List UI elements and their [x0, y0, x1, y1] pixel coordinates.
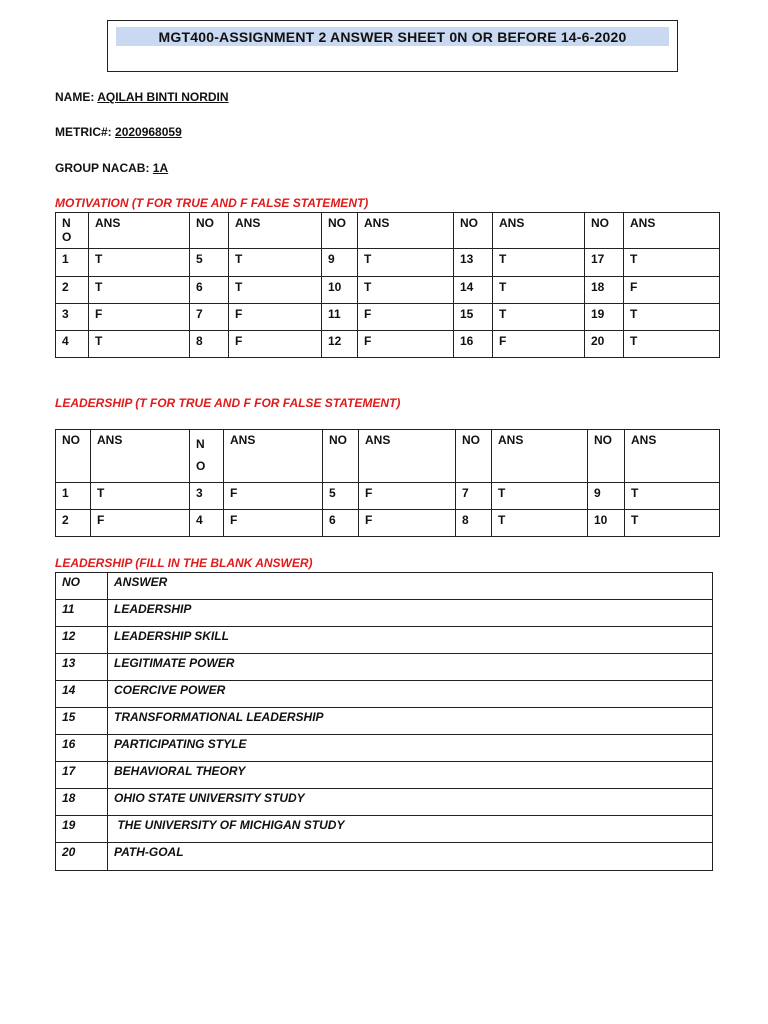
table-row — [56, 735, 713, 762]
header-cell-ans: ANS — [492, 430, 588, 483]
cell-no: 3 — [56, 304, 89, 331]
cell-ans: T — [625, 510, 720, 537]
cell-no: 11 — [322, 304, 358, 331]
cell-no: 17 — [585, 249, 624, 277]
name-value: AQILAH BINTI NORDIN — [97, 90, 229, 104]
cell-no: 18 — [585, 277, 624, 304]
cell-answer: LEADERSHIP — [108, 600, 713, 627]
header-cell-ans: ANS — [493, 213, 585, 249]
table-row — [56, 708, 713, 735]
cell-no: 4 — [190, 510, 224, 537]
cell-no: 9 — [322, 249, 358, 277]
cell-ans: T — [493, 277, 585, 304]
cell-no: 12 — [56, 627, 108, 654]
header-cell-ans: ANS — [91, 430, 190, 483]
cell-ans: F — [229, 304, 322, 331]
table-row — [56, 510, 720, 537]
cell-ans: T — [492, 483, 588, 510]
cell-ans: F — [224, 510, 323, 537]
cell-ans: T — [229, 249, 322, 277]
header-cell-no — [56, 213, 89, 249]
cell-answer: OHIO STATE UNIVERSITY STUDY — [108, 789, 713, 816]
metric-label: METRIC#: — [55, 125, 112, 139]
title-box — [107, 20, 678, 72]
motivation-header-row — [56, 213, 720, 249]
header-no-line: N — [62, 216, 71, 230]
header-cell-ans: ANS — [89, 213, 190, 249]
cell-no: 6 — [190, 277, 229, 304]
cell-no: 14 — [454, 277, 493, 304]
cell-answer: COERCIVE POWER — [108, 681, 713, 708]
header-cell-no — [190, 430, 224, 483]
name-field — [55, 90, 229, 104]
leadership-tf-header-row — [56, 430, 720, 483]
cell-no: 1 — [56, 249, 89, 277]
metric-value: 2020968059 — [115, 125, 182, 139]
table-row — [56, 277, 720, 304]
header-cell-ans: ANS — [224, 430, 323, 483]
header-cell-answer: ANSWER — [108, 573, 713, 600]
table-row — [56, 843, 713, 871]
table-row — [56, 681, 713, 708]
cell-ans: F — [359, 510, 456, 537]
header-no-line: O — [196, 459, 206, 473]
cell-answer: BEHAVIORAL THEORY — [108, 762, 713, 789]
cell-ans: T — [624, 249, 720, 277]
cell-ans: T — [91, 483, 190, 510]
cell-ans: T — [89, 331, 190, 358]
cell-answer: TRANSFORMATIONAL LEADERSHIP — [108, 708, 713, 735]
cell-no: 17 — [56, 762, 108, 789]
cell-no: 5 — [323, 483, 359, 510]
cell-answer: PARTICIPATING STYLE — [108, 735, 713, 762]
header-cell-ans: ANS — [625, 430, 720, 483]
cell-no: 10 — [322, 277, 358, 304]
cell-ans: T — [493, 304, 585, 331]
table-row — [56, 331, 720, 358]
leadership-blank-table — [55, 572, 713, 871]
cell-answer: LEADERSHIP SKILL — [108, 627, 713, 654]
header-no-line: O — [62, 230, 72, 244]
cell-answer: LEGITIMATE POWER — [108, 654, 713, 681]
cell-no: 14 — [56, 681, 108, 708]
cell-no: 3 — [190, 483, 224, 510]
cell-no: 19 — [56, 816, 108, 843]
cell-no: 16 — [56, 735, 108, 762]
leadership-tf-table — [55, 429, 720, 537]
table-row — [56, 627, 713, 654]
metric-field — [55, 125, 182, 139]
table-row — [56, 789, 713, 816]
cell-ans: T — [89, 249, 190, 277]
motivation-table — [55, 212, 720, 358]
cell-no: 7 — [190, 304, 229, 331]
cell-ans: F — [91, 510, 190, 537]
cell-ans: T — [493, 249, 585, 277]
cell-no: 11 — [56, 600, 108, 627]
cell-no: 16 — [454, 331, 493, 358]
cell-no: 1 — [56, 483, 91, 510]
cell-no: 2 — [56, 277, 89, 304]
page-title: MGT400-ASSIGNMENT 2 ANSWER SHEET 0N OR BEFORE 14-6-2020 — [116, 27, 669, 46]
group-value: 1A — [152, 161, 169, 175]
header-cell-no: NO — [456, 430, 492, 483]
leadership-blank-header-row — [56, 573, 713, 600]
cell-no: 9 — [588, 483, 625, 510]
cell-no: 2 — [56, 510, 91, 537]
group-field — [55, 161, 168, 175]
header-cell-no: NO — [585, 213, 624, 249]
table-row — [56, 249, 720, 277]
header-cell-no: NO — [56, 430, 91, 483]
leadership-tf-title: LEADERSHIP (T FOR TRUE AND F FOR FALSE STATEMENT) — [55, 396, 401, 410]
cell-ans: T — [89, 277, 190, 304]
cell-no: 4 — [56, 331, 89, 358]
cell-no: 13 — [56, 654, 108, 681]
cell-no: 6 — [323, 510, 359, 537]
cell-ans: T — [624, 331, 720, 358]
cell-no: 7 — [456, 483, 492, 510]
cell-no: 20 — [585, 331, 624, 358]
group-label: GROUP NACAB: — [55, 161, 150, 175]
cell-no: 10 — [588, 510, 625, 537]
header-cell-ans: ANS — [229, 213, 322, 249]
cell-ans: F — [359, 483, 456, 510]
cell-no: 15 — [454, 304, 493, 331]
header-cell-ans: ANS — [358, 213, 454, 249]
cell-ans: F — [358, 304, 454, 331]
motivation-title: MOTIVATION (T FOR TRUE AND F FALSE STATEMENT) — [55, 196, 369, 210]
cell-ans: F — [224, 483, 323, 510]
table-row — [56, 762, 713, 789]
header-cell-no: NO — [454, 213, 493, 249]
cell-ans: F — [358, 331, 454, 358]
cell-answer: THE UNIVERSITY OF MICHIGAN STUDY — [108, 816, 713, 843]
leadership-blank-title: LEADERSHIP (FILL IN THE BLANK ANSWER) — [55, 556, 313, 570]
cell-no: 8 — [190, 331, 229, 358]
cell-no: 13 — [454, 249, 493, 277]
cell-no: 19 — [585, 304, 624, 331]
cell-no: 18 — [56, 789, 108, 816]
cell-ans: T — [358, 277, 454, 304]
header-cell-no: NO — [588, 430, 625, 483]
table-row — [56, 654, 713, 681]
cell-no: 15 — [56, 708, 108, 735]
cell-no: 12 — [322, 331, 358, 358]
header-cell-no: NO — [323, 430, 359, 483]
cell-no: 8 — [456, 510, 492, 537]
header-cell-no: NO — [56, 573, 108, 600]
cell-ans: T — [492, 510, 588, 537]
cell-ans: T — [358, 249, 454, 277]
name-label: NAME: — [55, 90, 95, 104]
cell-ans: F — [624, 277, 720, 304]
header-no-line: N — [196, 437, 205, 451]
header-cell-no: NO — [190, 213, 229, 249]
cell-no: 20 — [56, 843, 108, 871]
table-row — [56, 304, 720, 331]
header-cell-no: NO — [322, 213, 358, 249]
cell-ans: F — [89, 304, 190, 331]
cell-ans: T — [625, 483, 720, 510]
table-row — [56, 483, 720, 510]
header-cell-ans: ANS — [359, 430, 456, 483]
table-row — [56, 600, 713, 627]
cell-ans: F — [229, 331, 322, 358]
cell-answer: PATH-GOAL — [108, 843, 713, 871]
cell-ans: F — [493, 331, 585, 358]
table-row — [56, 816, 713, 843]
cell-ans: T — [624, 304, 720, 331]
header-cell-ans: ANS — [624, 213, 720, 249]
cell-no: 5 — [190, 249, 229, 277]
cell-ans: T — [229, 277, 322, 304]
